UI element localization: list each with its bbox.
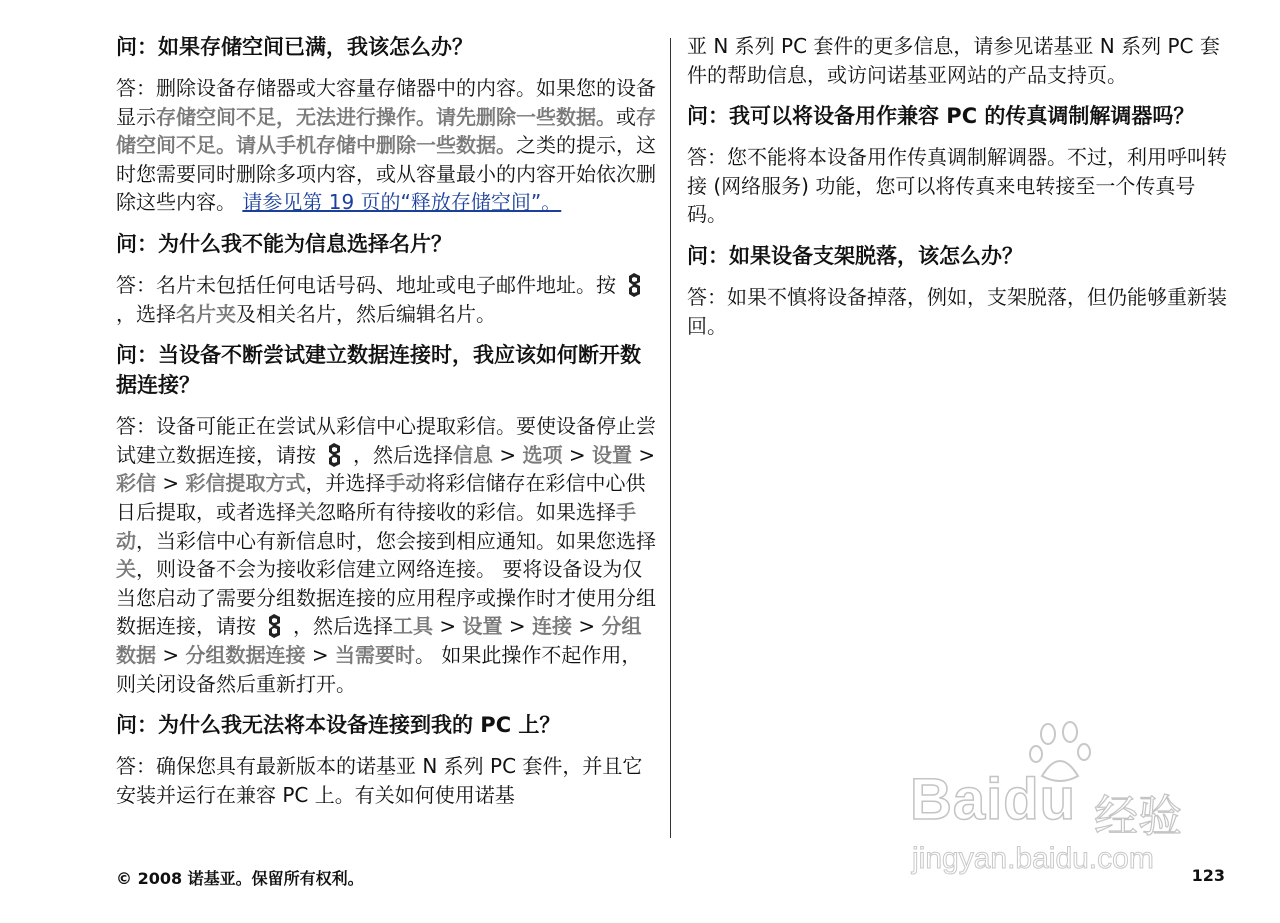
answer-pc-connection-continued: 亚 N 系列 PC 套件的更多信息，请参见诺基亚 N 系列 PC 套件的帮助信息，或访问诺基亚网站的产品支持页。 xyxy=(687,34,1220,87)
baidu-jingyan-watermark xyxy=(900,720,1200,880)
answer-data-connection: 答：设备可能正在尝试从彩信中心提取彩信。要使设备停止尝试建立数据连接，请按 ，然后选择信息 > 选项 > 设置 > 彩信 > 彩信提取方式，并选择手动将彩信储存在彩信中心供日后提取，或者选择关忽略所有待接收的彩信。如果选择手动，当彩信中心有新信息时，您会接到相应通知。如果您选择关，则设备不会为接收彩信建立网络连接。 要将设备设为仅当您启动了需要分组数据连接的应用程序或操作时才使用分组数据连接，请按 ，然后选择工具 > 设置 > 连接 > 分组数据 > 分组数据连接 > 当需要时。 如果此操作不起作用，则关闭设备然后重新打开。 xyxy=(116,414,656,696)
left-column xyxy=(116,32,656,821)
menu-key-icon xyxy=(326,442,343,468)
answer-fax-modem: 答：您不能将本设备用作传真调制解调器。不过，利用呼叫转接 (网络服务) 功能，您可以将传真来电转接至一个传真号码。 xyxy=(687,145,1227,227)
question-storage-full: 问：如果存储空间已满，我该怎么办？ xyxy=(116,35,473,59)
menu-key-icon xyxy=(266,613,283,639)
column-divider xyxy=(670,38,671,838)
page-number: 123 xyxy=(1191,866,1225,885)
right-column xyxy=(687,32,1227,352)
answer-storage-full: 答：删除设备存储器或大容量存储器中的内容。如果您的设备显示存储空间不足，无法进行操作。请先删除一些数据。或存储空间不足。请从手机存储中删除一些数据。之类的提示，这时您需要同时删除多项内容，或从容量最小的内容开始依次删除这些内容。 请参见第 19 页的“释放存储空间”。 xyxy=(116,76,656,215)
watermark-url: jingyan.baidu.com xyxy=(912,842,1154,875)
answer-holder-detached: 答：如果不慎将设备掉落，例如，支架脱落，但仍能够重新装回。 xyxy=(687,284,1227,338)
watermark-jingyan: 经验 xyxy=(1094,791,1182,842)
question-holder-detached: 问：如果设备支架脱落，该怎么办？ xyxy=(687,243,1023,268)
answer-pc-connection: 答：确保您具有最新版本的诺基亚 N 系列 PC 套件，并且它安装并运行在兼容 PC 上。有关如何使用诺基 xyxy=(116,754,643,807)
free-memory-link[interactable]: 请参见第 19 页的“释放存储空间”。 xyxy=(242,190,562,215)
menu-key-icon xyxy=(626,272,643,298)
watermark-brand: Baidu xyxy=(910,767,1077,832)
question-data-connection: 问：当设备不断尝试建立数据连接时，我应该如何断开数据连接？ xyxy=(116,343,641,398)
answer-business-card: 答：名片未包括任何电话号码、地址或电子邮件地址。按 ，选择名片夹及相关名片，然后编辑名片。 xyxy=(116,271,656,328)
copyright-footer: © 2008 诺基亚。保留所有权利。 xyxy=(116,869,364,888)
question-business-card: 问：为什么我不能为信息选择名片？ xyxy=(116,231,452,256)
question-fax-modem: 问：我可以将设备用作兼容 PC 的传真调制解调器吗？ xyxy=(687,104,1195,129)
question-pc-connection: 问：为什么我无法将本设备连接到我的 PC 上？ xyxy=(116,713,561,738)
